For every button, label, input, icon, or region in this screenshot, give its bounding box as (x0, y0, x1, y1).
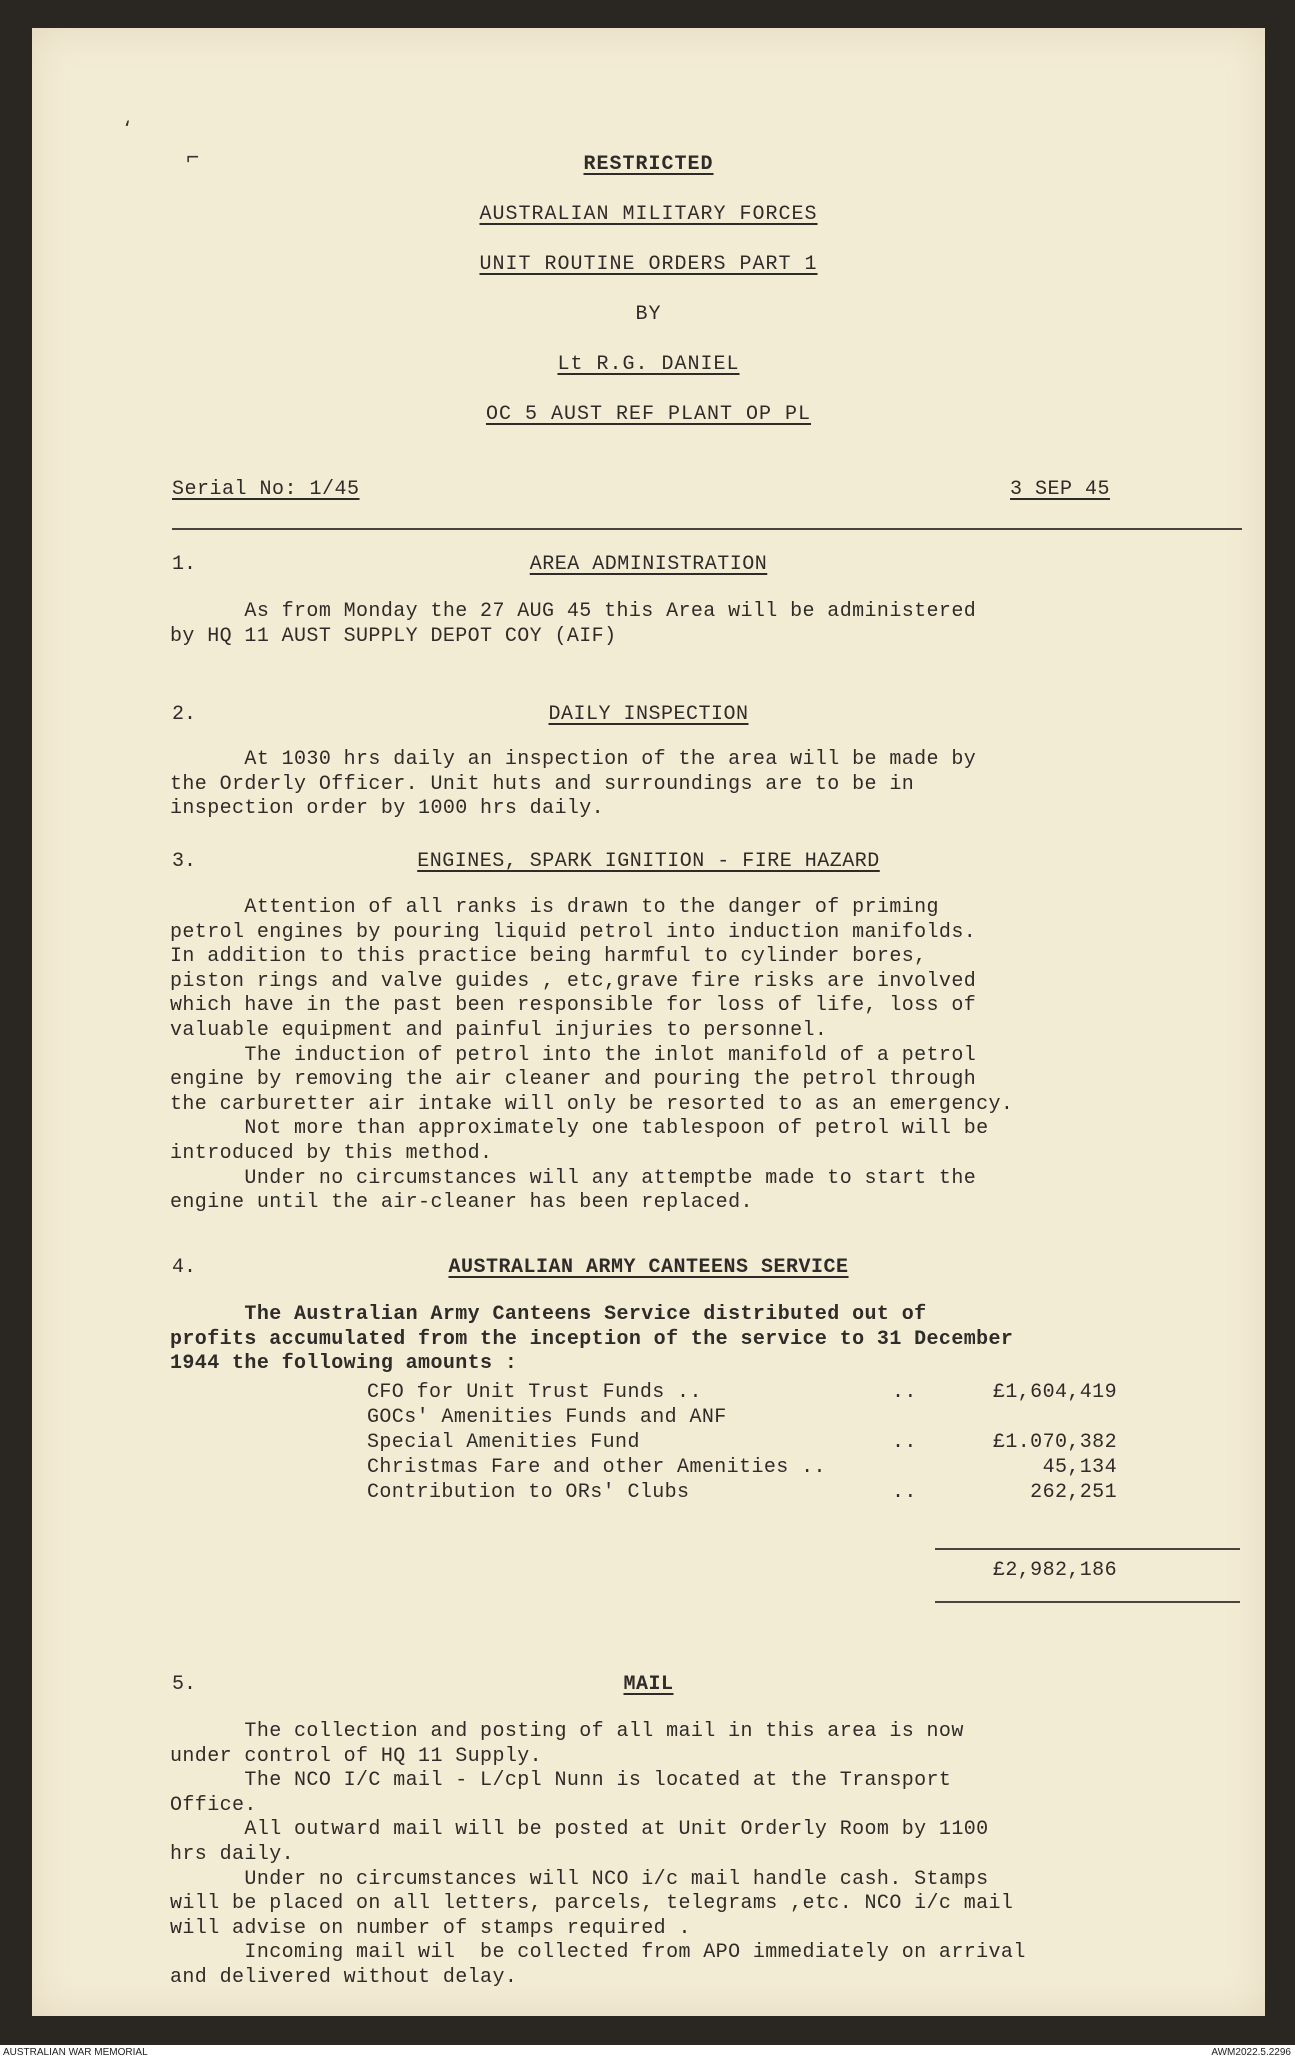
archive-footer (0, 2045, 1295, 2061)
section-4-title: AUSTRALIAN ARMY CANTEENS SERVICE (448, 1256, 849, 1279)
organisation-heading: AUSTRALIAN MILITARY FORCES (479, 203, 818, 226)
footer-accession-number: AWM2022.5.2296 (1211, 2047, 1291, 2058)
amount-value-1: £1,604,419 (992, 1381, 1117, 1404)
total-amount: £2,982,186 (992, 1559, 1117, 1582)
header-rule (172, 528, 1242, 530)
unit-name: OC 5 AUST REF PLANT OP PL (485, 403, 812, 426)
section-1-title: AREA ADMINISTRATION (529, 553, 768, 576)
section-2-title: DAILY INSPECTION (548, 703, 749, 726)
officer-name: Lt R.G. DANIEL (557, 353, 740, 376)
amount-leader-5: .. (892, 1481, 917, 1504)
amount-value-4: 45,134 (1042, 1456, 1117, 1479)
by-line: BY (635, 303, 662, 326)
section-1-number: 1. (172, 553, 197, 576)
section-2-text: At 1030 hrs daily an inspection of the area will be made by the Orderly Officer. Unit huts and surroundings are to be in inspection order by 1000 hrs daily. (170, 748, 977, 821)
section-3-number: 3. (172, 850, 197, 873)
section-5-number: 5. (172, 1673, 197, 1696)
amount-leader-1: .. (892, 1381, 917, 1404)
section-4-text: The Australian Army Canteens Service distributed out of profits accumulated from the inception of the service to 31 December 1944 the following amounts : (170, 1303, 1014, 1376)
amount-leader-3: .. (892, 1431, 917, 1454)
footer-institution: AUSTRALIAN WAR MEMORIAL (3, 2047, 148, 2058)
amount-value-3: £1.070,382 (992, 1431, 1117, 1454)
amount-label-5: Contribution to ORs' Clubs (367, 1481, 690, 1504)
subtotal-rule (935, 1548, 1240, 1550)
amount-label-3: Special Amenities Fund (367, 1431, 640, 1454)
section-2-number: 2. (172, 703, 197, 726)
document-type-heading: UNIT ROUTINE ORDERS PART 1 (479, 253, 818, 276)
amount-value-5: 262,251 (1030, 1481, 1117, 1504)
section-4-number: 4. (172, 1256, 197, 1279)
amount-label-2: GOCs' Amenities Funds and ANF (367, 1406, 727, 1429)
amount-label-4: Christmas Fare and other Amenities .. (367, 1456, 826, 1479)
document-date: 3 SEP 45 (1010, 478, 1111, 501)
amount-label-1: CFO for Unit Trust Funds .. (367, 1381, 702, 1404)
section-3-text: Attention of all ranks is drawn to the danger of priming petrol engines by pouring liquid petrol into induction manifolds. In addition to this practice being harmful to cylinder bores, piston rings and valve guides , etc,grave fire risks are involved which have in the past been responsible for loss of life, loss of valuable equipment and painful injuries to personnel. The induction of petrol into the inlot manifold of a petrol engine by removing the air cleaner and pouring the petrol through the carburetter air intake will only be resorted to as an emergency. Not more than approximately one tablespoon of petrol will be introduced by this method. Under no circumstances will any attemptbe made to start the engine until the air-cleaner has been replaced. (170, 896, 1014, 1215)
section-3-title: ENGINES, SPARK IGNITION - FIRE HAZARD (417, 850, 880, 873)
pencil-mark: ⌐ (186, 146, 200, 171)
classification-heading: RESTRICTED (583, 153, 714, 176)
pencil-mark: ⸲ (124, 105, 130, 130)
section-5-title: MAIL (623, 1673, 674, 1696)
document-page (32, 28, 1265, 2016)
section-1-text: As from Monday the 27 AUG 45 this Area will be administered by HQ 11 AUST SUPPLY DEPOT COY (AIF) (170, 600, 977, 648)
serial-number: Serial No: 1/45 (172, 478, 360, 501)
section-5-text: The collection and posting of all mail in this area is now under control of HQ 11 Supply. The NCO I/C mail - L/cpl Nunn is located at the Transport Office. All outward mail will be posted at Unit Orderly Room by 1100 hrs daily. Under no circumstances will NCO i/c mail handle cash. Stamps will be placed on all letters, parcels, telegrams ,etc. NCO i/c mail will advise on number of stamps required . Incoming mail wil be collected from APO immediately on arrival and delivered without delay. (170, 1720, 1026, 1989)
total-rule (935, 1601, 1240, 1603)
